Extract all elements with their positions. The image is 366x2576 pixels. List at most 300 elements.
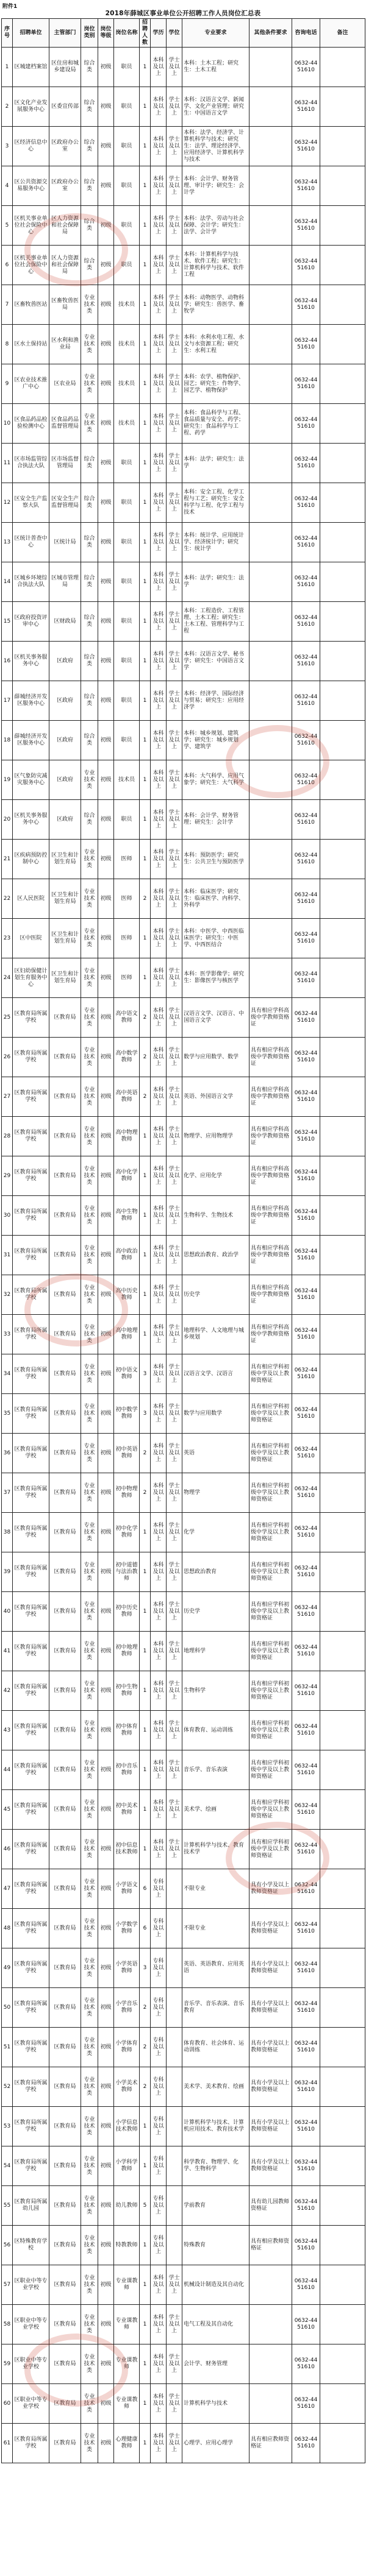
count-cell: 1 [140, 2344, 151, 2384]
degree-cell: 学士及以上 [167, 800, 182, 840]
seq-cell: 32 [2, 1275, 13, 1315]
unit-cell: 区教育局所属学校 [13, 1354, 49, 1394]
position-cell: 初中信息技术教师 [114, 1830, 140, 1869]
phone-cell: 0632-4451610 [292, 840, 320, 879]
header-cell: 主管部门 [49, 19, 81, 48]
category-cell: 专业技术类 [81, 404, 98, 444]
count-cell: 1 [140, 1592, 151, 1632]
seq-cell: 52 [2, 2067, 13, 2107]
position-cell: 小学科学教师 [114, 2146, 140, 2186]
major-cell: 物理学、应用物理学 [182, 1117, 249, 1156]
category-cell: 专业技术类 [81, 1156, 98, 1196]
table-row [2, 325, 365, 364]
position-cell: 高中数学教师 [114, 1038, 140, 1077]
major-cell: 物理学 [182, 1473, 249, 1513]
degree-cell: 学士及以上 [167, 87, 182, 127]
phone-cell: 0632-4451610 [292, 2226, 320, 2265]
category-cell: 综合类 [81, 800, 98, 840]
major-cell: 英语、外国语言文学 [182, 1077, 249, 1117]
level-cell: 初级 [98, 721, 114, 760]
education-cell: 本科及以上 [151, 1513, 167, 1552]
major-cell: 思想政治教育、政治学 [182, 1236, 249, 1275]
position-cell: 专业课教师 [114, 2344, 140, 2384]
seq-cell: 33 [2, 1315, 13, 1354]
level-cell: 初级 [98, 2305, 114, 2344]
degree-cell: 学士及以上 [167, 2384, 182, 2424]
count-cell: 1 [140, 166, 151, 206]
remarks-cell [320, 1750, 365, 1790]
degree-cell [167, 2067, 182, 2107]
department-cell: 区教育局 [49, 2384, 81, 2424]
major-cell: 汉语言文学、汉语言 [182, 1354, 249, 1394]
department-cell: 区安全生产监督管理局 [49, 483, 81, 523]
position-cell: 小学美术教师 [114, 2067, 140, 2107]
header-cell: 备注 [320, 19, 365, 48]
remarks-cell [320, 1275, 365, 1315]
phone-cell: 0632-4451610 [292, 642, 320, 681]
count-cell: 1 [140, 2107, 151, 2146]
degree-cell: 学士及以上 [167, 1513, 182, 1552]
position-cell: 职员 [114, 87, 140, 127]
seq-cell: 4 [2, 166, 13, 206]
remarks-cell [320, 523, 365, 562]
level-cell: 初级 [98, 958, 114, 998]
department-cell: 区教育局 [49, 2226, 81, 2265]
level-cell: 初级 [98, 602, 114, 642]
position-cell: 小学信息技术教师 [114, 2107, 140, 2146]
category-cell: 专业技术类 [81, 1711, 98, 1750]
department-cell: 区畜牧兽医局 [49, 285, 81, 325]
unit-cell: 区教育局所属学校 [13, 1156, 49, 1196]
category-cell: 专业技术类 [81, 2028, 98, 2067]
count-cell: 2 [140, 1434, 151, 1473]
remarks-cell [320, 1038, 365, 1077]
count-cell: 1 [140, 127, 151, 166]
department-cell: 区教育局 [49, 1156, 81, 1196]
degree-cell [167, 1988, 182, 2028]
degree-cell: 学士及以上 [167, 721, 182, 760]
category-cell: 专业技术类 [81, 2265, 98, 2305]
table-row [2, 2067, 365, 2107]
conditions-cell [249, 2265, 292, 2305]
major-cell: 本科：法学；研究生：法学 [182, 562, 249, 602]
position-cell: 初中化学教师 [114, 1513, 140, 1552]
major-cell: 本科：法学；研究生：法学 [182, 444, 249, 483]
phone-cell: 0632-4451610 [292, 1077, 320, 1117]
count-cell: 1 [140, 1830, 151, 1869]
seq-cell: 13 [2, 523, 13, 562]
seq-cell: 2 [2, 87, 13, 127]
department-cell: 区教育局 [49, 2344, 81, 2384]
phone-cell: 0632-4451610 [292, 2305, 320, 2344]
seq-cell: 57 [2, 2265, 13, 2305]
unit-cell: 区统计普查中心 [13, 523, 49, 562]
seq-cell: 42 [2, 1671, 13, 1711]
count-cell: 1 [140, 1315, 151, 1354]
remarks-cell [320, 1790, 365, 1830]
department-cell: 区卫生和计划生育局 [49, 919, 81, 958]
unit-cell: 区食品药品检验检测中心 [13, 404, 49, 444]
conditions-cell: 具有相应学科初级中学及以上教师资格证 [249, 1750, 292, 1790]
count-cell: 2 [140, 1473, 151, 1513]
seq-cell: 60 [2, 2384, 13, 2424]
unit-cell: 区职业中等专业学校 [13, 2384, 49, 2424]
conditions-cell [249, 285, 292, 325]
table-row [2, 48, 365, 87]
education-cell: 本科及以上 [151, 642, 167, 681]
phone-cell: 0632-4451610 [292, 1117, 320, 1156]
remarks-cell [320, 1513, 365, 1552]
unit-cell: 薛城经济开发区服务中心 [13, 721, 49, 760]
unit-cell: 区教育局所属学校 [13, 1275, 49, 1315]
unit-cell: 区城乡环境综合执法大队 [13, 562, 49, 602]
degree-cell: 学士及以上 [167, 1671, 182, 1711]
level-cell: 初级 [98, 404, 114, 444]
level-cell: 初级 [98, 1315, 114, 1354]
education-cell: 本科及以上 [151, 2384, 167, 2424]
table-row [2, 2186, 365, 2226]
table-row [2, 642, 365, 681]
degree-cell: 学士及以上 [167, 206, 182, 246]
table-row [2, 998, 365, 1038]
position-cell: 特教教师 [114, 2226, 140, 2265]
major-cell: 本科：大气科学、应用气象学；研究生：大气科学 [182, 760, 249, 800]
position-cell: 高中化学教师 [114, 1156, 140, 1196]
attachment-label: 附件1 [2, 4, 18, 10]
remarks-cell [320, 760, 365, 800]
level-cell: 初级 [98, 2028, 114, 2067]
category-cell: 专业技术类 [81, 840, 98, 879]
seq-cell: 38 [2, 1513, 13, 1552]
education-cell: 专科及以上 [151, 1988, 167, 2028]
department-cell: 区教育局 [49, 2107, 81, 2146]
remarks-cell [320, 1552, 365, 1592]
count-cell: 6 [140, 1869, 151, 1909]
education-cell: 专科及以上 [151, 2028, 167, 2067]
category-cell: 专业技术类 [81, 1315, 98, 1354]
phone-cell: 0632-4451610 [292, 166, 320, 206]
phone-cell: 0632-4451610 [292, 1711, 320, 1750]
category-cell: 专业技术类 [81, 285, 98, 325]
major-cell: 英语、英语教育、应用英语 [182, 1948, 249, 1988]
unit-cell: 区教育局所属学校 [13, 1869, 49, 1909]
major-cell: 本科：安全工程、化学工程与工艺；研究生：安全科学与工程、化学工程与技术 [182, 483, 249, 523]
position-cell: 初中美术教师 [114, 1790, 140, 1830]
department-cell: 区教育局 [49, 1790, 81, 1830]
seq-cell: 3 [2, 127, 13, 166]
major-cell: 特殊教育 [182, 2226, 249, 2265]
seq-cell: 34 [2, 1354, 13, 1394]
unit-cell: 区市场监管综合执法大队 [13, 444, 49, 483]
conditions-cell: 具有相应学科高级中学教师资格证 [249, 1117, 292, 1156]
seq-cell: 50 [2, 1988, 13, 2028]
category-cell: 专业技术类 [81, 1354, 98, 1394]
major-cell: 本科：土木工程；研究生：土木工程 [182, 48, 249, 87]
table-row [2, 1552, 365, 1592]
major-cell: 本科：城乡规划、建筑学；研究生：城乡规划学、建筑学 [182, 721, 249, 760]
count-cell: 1 [140, 404, 151, 444]
position-cell: 专业课教师 [114, 2384, 140, 2424]
major-cell: 美术学、美术教育、绘画 [182, 2067, 249, 2107]
education-cell: 本科及以上 [151, 1711, 167, 1750]
count-cell: 1 [140, 1790, 151, 1830]
count-cell: 1 [140, 2424, 151, 2463]
education-cell: 本科及以上 [151, 404, 167, 444]
phone-cell: 0632-4451610 [292, 602, 320, 642]
conditions-cell [249, 364, 292, 404]
conditions-cell [249, 760, 292, 800]
degree-cell: 学士及以上 [167, 879, 182, 919]
position-cell: 职员 [114, 800, 140, 840]
education-cell: 本科及以上 [151, 1394, 167, 1434]
position-cell: 职员 [114, 562, 140, 602]
header-cell: 咨询电话 [292, 19, 320, 48]
position-cell: 初中物理教师 [114, 1473, 140, 1513]
department-cell: 区卫生和计划生育局 [49, 879, 81, 919]
category-cell: 专业技术类 [81, 1473, 98, 1513]
position-cell: 高中物理教师 [114, 1117, 140, 1156]
phone-cell: 0632-4451610 [292, 1473, 320, 1513]
education-cell: 本科及以上 [151, 483, 167, 523]
remarks-cell [320, 1315, 365, 1354]
seq-cell: 19 [2, 760, 13, 800]
degree-cell: 学士及以上 [167, 1315, 182, 1354]
major-cell: 计算机科学与技术 [182, 2384, 249, 2424]
unit-cell: 区公共资源交易服务中心 [13, 166, 49, 206]
table-row [2, 166, 365, 206]
remarks-cell [320, 2028, 365, 2067]
seq-cell: 47 [2, 1869, 13, 1909]
seq-cell: 27 [2, 1077, 13, 1117]
count-cell: 1 [140, 958, 151, 998]
remarks-cell [320, 246, 365, 285]
remarks-cell [320, 800, 365, 840]
phone-cell: 0632-4451610 [292, 523, 320, 562]
conditions-cell [249, 325, 292, 364]
conditions-cell: 具有相应学科初级中学及以上教师资格证 [249, 1354, 292, 1394]
unit-cell: 区安全生产监察大队 [13, 483, 49, 523]
level-cell: 初级 [98, 364, 114, 404]
department-cell: 区教育局 [49, 1473, 81, 1513]
education-cell: 本科及以上 [151, 1236, 167, 1275]
conditions-cell: 具有相应学科高级中学教师资格证 [249, 1038, 292, 1077]
table-row [2, 1434, 365, 1473]
level-cell: 初级 [98, 1632, 114, 1671]
level-cell: 初级 [98, 562, 114, 602]
seq-cell: 1 [2, 48, 13, 87]
education-cell: 本科及以上 [151, 1315, 167, 1354]
education-cell: 本科及以上 [151, 127, 167, 166]
conditions-cell: 具有相应学科初级中学及以上教师资格证 [249, 1632, 292, 1671]
conditions-cell: 具有小学及以上教师资格证 [249, 1909, 292, 1948]
category-cell: 专业技术类 [81, 2384, 98, 2424]
conditions-cell [249, 483, 292, 523]
seq-cell: 28 [2, 1117, 13, 1156]
level-cell: 初级 [98, 1552, 114, 1592]
position-cell: 高中地理教师 [114, 1315, 140, 1354]
position-cell: 专业课教师 [114, 2305, 140, 2344]
remarks-cell [320, 285, 365, 325]
level-cell: 初级 [98, 1750, 114, 1790]
department-cell: 区委宣传部 [49, 87, 81, 127]
count-cell: 1 [140, 562, 151, 602]
count-cell: 1 [140, 1236, 151, 1275]
phone-cell: 0632-4451610 [292, 285, 320, 325]
department-cell: 区教育局 [49, 1592, 81, 1632]
conditions-cell [249, 562, 292, 602]
table-row [2, 1394, 365, 1434]
position-cell: 职员 [114, 523, 140, 562]
unit-cell: 区教育局所属学校 [13, 2424, 49, 2463]
education-cell: 本科及以上 [151, 721, 167, 760]
phone-cell: 0632-4451610 [292, 1671, 320, 1711]
category-cell: 专业技术类 [81, 2344, 98, 2384]
remarks-cell [320, 998, 365, 1038]
level-cell: 初级 [98, 48, 114, 87]
category-cell: 综合类 [81, 48, 98, 87]
category-cell: 专业技术类 [81, 1038, 98, 1077]
position-cell: 初中道德与法治教师 [114, 1552, 140, 1592]
major-cell: 生物科学 [182, 1671, 249, 1711]
seq-cell: 26 [2, 1038, 13, 1077]
phone-cell: 0632-4451610 [292, 2424, 320, 2463]
remarks-cell [320, 1592, 365, 1632]
degree-cell: 学士及以上 [167, 1473, 182, 1513]
unit-cell: 区教育局所属学校 [13, 1592, 49, 1632]
category-cell: 专业技术类 [81, 1750, 98, 1790]
major-cell: 本科：汉语言文学、新闻学、文化产业管理；研究生：中国语言文学 [182, 87, 249, 127]
table-row [2, 1830, 365, 1869]
seq-cell: 40 [2, 1592, 13, 1632]
phone-cell: 0632-4451610 [292, 1513, 320, 1552]
category-cell: 专业技术类 [81, 2305, 98, 2344]
major-cell: 计算机科学与技术、计算机应用技术、教育技术学 [182, 2107, 249, 2146]
education-cell: 本科及以上 [151, 523, 167, 562]
unit-cell: 区机关事务服务中心 [13, 642, 49, 681]
major-cell: 心理学、应用心理学 [182, 2424, 249, 2463]
seq-cell: 36 [2, 1434, 13, 1473]
conditions-cell: 具有相应学科初级中学及以上教师资格证 [249, 1592, 292, 1632]
major-cell: 学前教育 [182, 2186, 249, 2226]
seq-cell: 49 [2, 1948, 13, 1988]
seq-cell: 44 [2, 1750, 13, 1790]
major-cell: 本科：食品科学与工程、食品质量与安全、药学；研究生：食品科学与工程、药学 [182, 404, 249, 444]
header-cell: 招聘人数 [140, 19, 151, 48]
position-cell: 技术员 [114, 760, 140, 800]
level-cell: 初级 [98, 1830, 114, 1869]
level-cell: 初级 [98, 444, 114, 483]
unit-cell: 区教育局所属学校 [13, 1948, 49, 1988]
table-row [2, 404, 365, 444]
conditions-cell: 具有相应学科初级中学及以上教师资格证 [249, 1434, 292, 1473]
table-row [2, 1513, 365, 1552]
position-cell: 职员 [114, 166, 140, 206]
education-cell: 本科及以上 [151, 840, 167, 879]
table-row [2, 1038, 365, 1077]
unit-cell: 区中医院 [13, 919, 49, 958]
conditions-cell [249, 523, 292, 562]
major-cell: 思想政治教育 [182, 1552, 249, 1592]
table-row [2, 681, 365, 721]
unit-cell: 区教育局所属学校 [13, 1750, 49, 1790]
department-cell: 区政府办公室 [49, 166, 81, 206]
level-cell: 初级 [98, 1236, 114, 1275]
count-cell: 1 [140, 1117, 151, 1156]
category-cell: 综合类 [81, 127, 98, 166]
department-cell: 区卫生和计划生育局 [49, 958, 81, 998]
conditions-cell [249, 127, 292, 166]
position-cell: 职员 [114, 246, 140, 285]
position-cell: 职员 [114, 48, 140, 87]
table-row [2, 1711, 365, 1750]
header-cell: 其他条件要求 [249, 19, 292, 48]
position-cell: 专业课教师 [114, 2265, 140, 2305]
phone-cell: 0632-4451610 [292, 721, 320, 760]
degree-cell: 学士及以上 [167, 1275, 182, 1315]
level-cell: 初级 [98, 1473, 114, 1513]
department-cell: 区人力资源和社会保障局 [49, 246, 81, 285]
education-cell: 专科及以上 [151, 1869, 167, 1909]
department-cell: 区教育局 [49, 1988, 81, 2028]
unit-cell: 区教育局所属学校 [13, 1830, 49, 1869]
level-cell: 初级 [98, 2226, 114, 2265]
conditions-cell: 具有小学及以上教师资格证 [249, 2067, 292, 2107]
phone-cell: 0632-4451610 [292, 1236, 320, 1275]
degree-cell: 学士及以上 [167, 1156, 182, 1196]
unit-cell: 区疾病预防控制中心 [13, 840, 49, 879]
department-cell: 区政府 [49, 681, 81, 721]
table-row [2, 285, 365, 325]
category-cell: 专业技术类 [81, 325, 98, 364]
major-cell: 本科：农学、植物保护、园艺；研究生：作物学、园艺学、植物保护 [182, 364, 249, 404]
position-cell: 心理健康教师 [114, 2424, 140, 2463]
education-cell: 本科及以上 [151, 1790, 167, 1830]
conditions-cell: 具有小学及以上教师资格证 [249, 2146, 292, 2186]
major-cell: 历史学 [182, 1592, 249, 1632]
level-cell: 初级 [98, 1711, 114, 1750]
position-cell: 小学语文教师 [114, 1869, 140, 1909]
phone-cell: 0632-4451610 [292, 2107, 320, 2146]
unit-cell: 区职业中等专业学校 [13, 2265, 49, 2305]
major-cell: 本科：经济学、国际经济与贸易；研究生：应用经济学 [182, 681, 249, 721]
conditions-cell: 具有相应学科高级中学教师资格证 [249, 1275, 292, 1315]
department-cell: 区教育局 [49, 1434, 81, 1473]
unit-cell: 区教育局所属学校 [13, 1711, 49, 1750]
remarks-cell [320, 602, 365, 642]
level-cell: 初级 [98, 800, 114, 840]
table-row [2, 1354, 365, 1394]
remarks-cell [320, 1711, 365, 1750]
position-cell: 医师 [114, 919, 140, 958]
department-cell: 区城市管理局 [49, 562, 81, 602]
major-cell: 本科：临床医学；研究生：临床医学、内科学、外科学 [182, 879, 249, 919]
table-row [2, 760, 365, 800]
degree-cell [167, 1909, 182, 1948]
education-cell: 本科及以上 [151, 444, 167, 483]
count-cell: 2 [140, 2028, 151, 2067]
education-cell: 本科及以上 [151, 879, 167, 919]
category-cell: 综合类 [81, 642, 98, 681]
major-cell: 本科：动物医学、动物科学；研究生：兽医学、畜牧学 [182, 285, 249, 325]
major-cell: 本科：法学、劳动与社会保障、会计学；研究生：法学、会计学 [182, 206, 249, 246]
position-cell: 初中语文教师 [114, 1354, 140, 1394]
level-cell: 初级 [98, 642, 114, 681]
phone-cell: 0632-4451610 [292, 1156, 320, 1196]
department-cell: 区教育局 [49, 1236, 81, 1275]
conditions-cell: 具有相应教师资格证 [249, 2424, 292, 2463]
degree-cell: 学士及以上 [167, 919, 182, 958]
table-row [2, 2146, 365, 2186]
